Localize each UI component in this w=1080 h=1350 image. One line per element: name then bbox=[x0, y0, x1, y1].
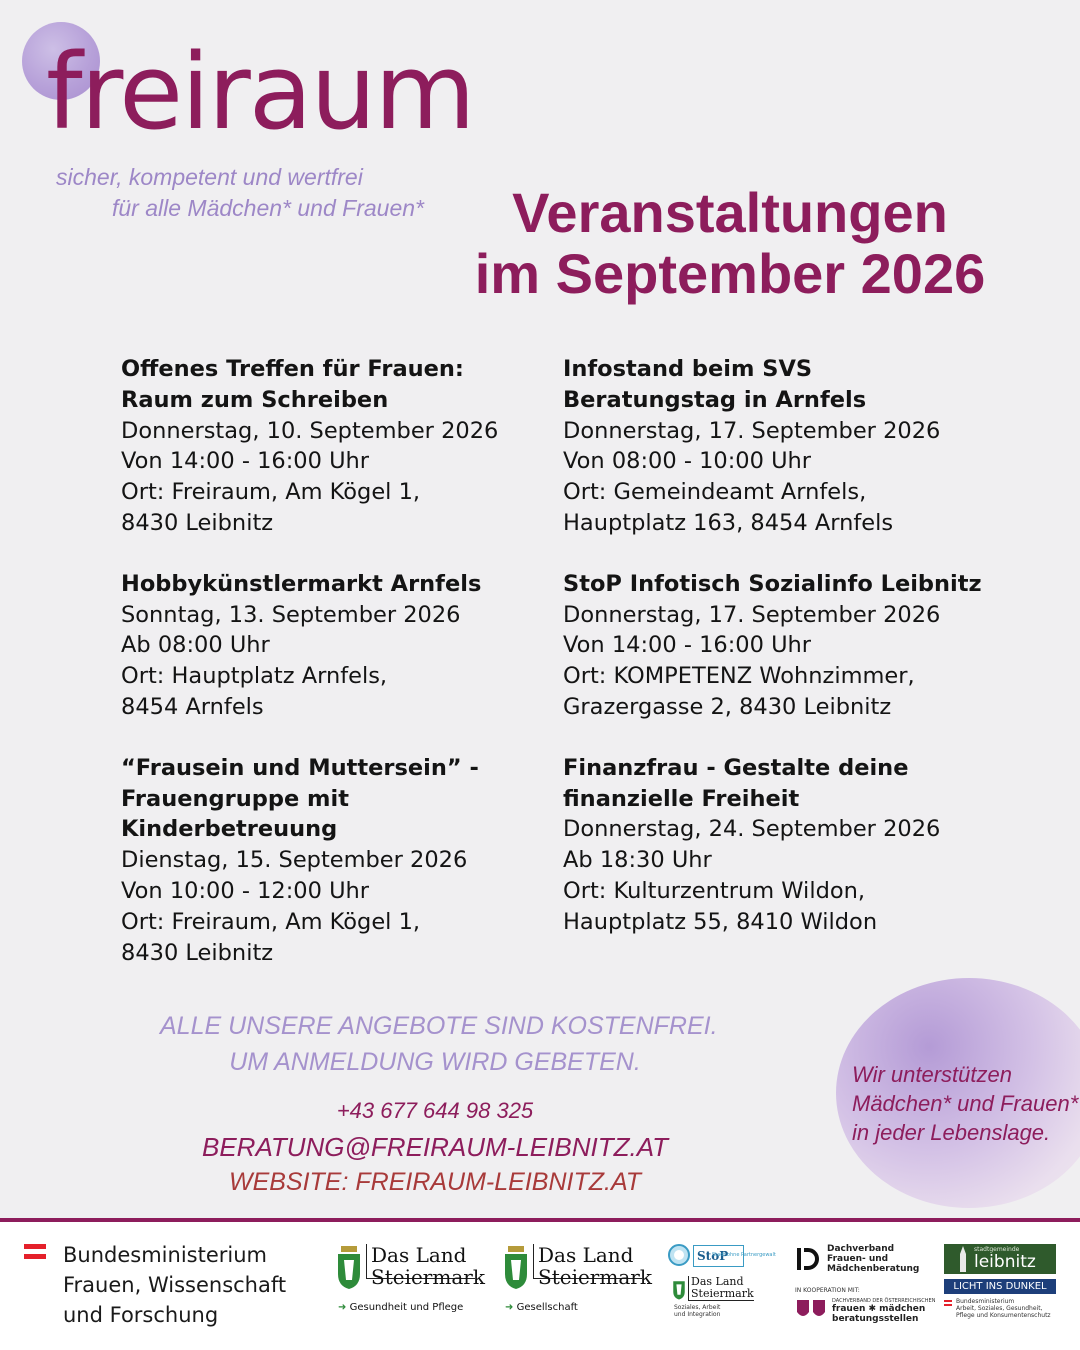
info-registration: UM ANMELDUNG WIRD GEBETEN. bbox=[229, 1048, 641, 1076]
event-title: Infostand beim SVS bbox=[563, 356, 813, 382]
austria-flag-icon bbox=[944, 1300, 952, 1302]
coop-partner-icon bbox=[795, 1298, 829, 1324]
event-title: Beratungstag in Arnfels bbox=[563, 386, 867, 413]
headline-line2: im September 2026 bbox=[474, 242, 986, 305]
events-left-column bbox=[121, 354, 541, 998]
coop-name-line: frauen ✱ mädchen bbox=[832, 1304, 926, 1314]
coop-name-line: beratungsstellen bbox=[832, 1314, 919, 1324]
event-time: Von 10:00 - 12:00 Uhr bbox=[121, 877, 370, 904]
event-location: Hauptplatz 55, 8410 Wildon bbox=[563, 908, 878, 935]
event-schreiben bbox=[121, 354, 541, 539]
event-title: “Frausein und Muttersein” - bbox=[121, 754, 479, 781]
dachverband-d-icon bbox=[795, 1246, 821, 1272]
event-date: Dienstag, 15. September 2026 bbox=[121, 847, 468, 874]
land-steiermark-logo-health bbox=[336, 1244, 362, 1294]
bubble-line: Wir unterstützen bbox=[852, 1062, 1012, 1087]
event-location: Grazergasse 2, 8430 Leibnitz bbox=[563, 693, 892, 720]
dachverband-logo bbox=[795, 1246, 821, 1276]
event-location: 8430 Leibnitz bbox=[121, 509, 274, 536]
event-time: Von 14:00 - 16:00 Uhr bbox=[563, 632, 812, 659]
event-location: 8430 Leibnitz bbox=[121, 939, 274, 966]
event-time: Ab 18:30 Uhr bbox=[563, 847, 712, 874]
steiermark-crest-icon bbox=[503, 1244, 529, 1290]
event-date: Donnerstag, 17. September 2026 bbox=[563, 601, 941, 628]
contact-phone-link[interactable]: +43 677 644 98 325 bbox=[336, 1098, 534, 1123]
land-name2: Steiermark bbox=[371, 1265, 485, 1289]
event-location: Hauptplatz 163, 8454 Arnfels bbox=[563, 509, 894, 536]
steiermark-crest-icon bbox=[672, 1276, 686, 1300]
info-free-offers: ALLE UNSERE ANGEBOTE SIND KOSTENFREI. bbox=[160, 1012, 718, 1040]
event-title: Kinderbetreuung bbox=[121, 816, 338, 843]
dachverband-text bbox=[827, 1244, 919, 1274]
dachverband-line: Frauen- und bbox=[827, 1254, 889, 1264]
land-name1: Das Land bbox=[538, 1243, 634, 1267]
leibnitz-name: leibnitz bbox=[974, 1252, 1036, 1272]
ministry-line: und Forschung bbox=[63, 1303, 219, 1327]
leibnitz-ministry-line: Pflege und Konsumentenschutz bbox=[956, 1312, 1051, 1319]
land-sub-label: Gesundheit und Pflege bbox=[349, 1302, 464, 1313]
steiermark-crest-icon bbox=[336, 1244, 362, 1290]
stop-land-name2: Steiermark bbox=[691, 1287, 754, 1300]
bubble-line: in jeder Lebenslage. bbox=[852, 1120, 1051, 1145]
event-location: Ort: Kulturzentrum Wildon, bbox=[563, 877, 866, 904]
event-time: Von 14:00 - 16:00 Uhr bbox=[121, 448, 370, 475]
event-title: Hobbykünstlermarkt Arnfels bbox=[121, 570, 482, 597]
stop-land-wordmark bbox=[688, 1276, 754, 1301]
event-location: Ort: Hauptplatz Arnfels, bbox=[121, 663, 388, 690]
stop-badge-sub: Stadt ohne Partnergewalt bbox=[712, 1252, 776, 1258]
stop-badge-label: StoP bbox=[697, 1249, 729, 1263]
stop-land-name1: Das Land bbox=[691, 1275, 744, 1288]
event-location: Ort: Gemeindeamt Arnfels, bbox=[563, 479, 867, 506]
stop-sub-line: und Integration bbox=[674, 1311, 721, 1318]
leibnitz-ministry bbox=[956, 1298, 1051, 1319]
event-location: Ort: Freiraum, Am Kögel 1, bbox=[121, 479, 421, 506]
event-location: Ort: KOMPETENZ Wohnzimmer, bbox=[563, 663, 915, 690]
stop-logo bbox=[668, 1244, 690, 1270]
event-date: Donnerstag, 10. September 2026 bbox=[121, 417, 499, 444]
event-title: Offenes Treffen für Frauen: bbox=[121, 356, 464, 382]
event-date: Donnerstag, 17. September 2026 bbox=[563, 417, 941, 444]
event-date: Donnerstag, 24. September 2026 bbox=[563, 816, 941, 843]
headline-line1: Veranstaltungen bbox=[512, 181, 948, 244]
event-title: Frauengruppe mit bbox=[121, 785, 349, 812]
arrow-right-icon: ➜ bbox=[338, 1302, 347, 1313]
website-link[interactable]: WEBSITE: FREIRAUM-LEIBNITZ.AT bbox=[228, 1168, 642, 1196]
bubble-message bbox=[852, 1060, 1078, 1147]
event-stop-infotisch bbox=[563, 569, 1023, 723]
land-name1: Das Land bbox=[371, 1243, 467, 1267]
stop-globe-icon bbox=[668, 1244, 690, 1266]
leibnitz-logo bbox=[944, 1244, 1056, 1274]
stop-sub bbox=[674, 1304, 720, 1318]
event-frauengruppe bbox=[121, 753, 541, 969]
arrow-right-icon: ➜ bbox=[505, 1302, 514, 1313]
stop-sub-line: Soziales, Arbeit bbox=[674, 1304, 721, 1311]
land-sub-health bbox=[338, 1302, 463, 1313]
event-location: 8454 Arnfels bbox=[121, 693, 264, 720]
event-title: Finanzfrau - Gestalte deine bbox=[563, 754, 909, 781]
leibnitz-small: stadtgemeinde bbox=[974, 1246, 1020, 1253]
event-time: Von 08:00 - 10:00 Uhr bbox=[563, 448, 812, 475]
leibnitz-ministry-line: Bundesministerium bbox=[956, 1298, 1015, 1305]
freiraum-logo: freiraum bbox=[46, 31, 474, 153]
austria-flag-stripe bbox=[24, 1254, 46, 1259]
event-title: finanzielle Freiheit bbox=[563, 785, 800, 812]
event-date: Sonntag, 13. September 2026 bbox=[121, 601, 461, 628]
event-title: StoP Infotisch Sozialinfo Leibnitz bbox=[563, 570, 982, 597]
land-steiermark-wordmark bbox=[533, 1243, 652, 1289]
event-infostand-svs bbox=[563, 354, 1023, 539]
ministry-line: Bundesministerium bbox=[63, 1243, 267, 1267]
event-location: Ort: Freiraum, Am Kögel 1, bbox=[121, 908, 421, 935]
event-finanzfrau bbox=[563, 753, 1023, 938]
licht-ins-dunkel-banner: LICHT INS DUNKEL bbox=[944, 1279, 1056, 1294]
coop-small: DACHVERBAND DER ÖSTERREICHISCHEN bbox=[832, 1298, 936, 1304]
bubble-line: Mädchen* und Frauen* bbox=[852, 1091, 1079, 1116]
land-steiermark-logo-society bbox=[503, 1244, 529, 1294]
contact-email-link[interactable]: BERATUNG@FREIRAUM-LEIBNITZ.AT bbox=[201, 1132, 668, 1162]
frauen-maedchen-icon bbox=[795, 1298, 829, 1320]
events-right-column bbox=[563, 354, 1023, 968]
event-time: Ab 08:00 Uhr bbox=[121, 632, 270, 659]
dachverband-line: Dachverband bbox=[827, 1244, 895, 1254]
dachverband-coop-label: IN KOOPERATION MIT: bbox=[795, 1287, 860, 1294]
event-title: Raum zum Schreiben bbox=[121, 386, 389, 413]
ministry-logo-text bbox=[63, 1240, 286, 1330]
coop-name bbox=[832, 1304, 925, 1324]
austria-flag-stripe bbox=[944, 1304, 952, 1306]
dachverband-line: Mädchenberatung bbox=[827, 1264, 920, 1274]
leibnitz-ministry-line: Arbeit, Soziales, Gesundheit, bbox=[956, 1305, 1043, 1312]
land-sub-society bbox=[505, 1302, 578, 1313]
event-hobbykuenstlermarkt bbox=[121, 569, 541, 723]
land-steiermark-wordmark bbox=[366, 1243, 485, 1289]
logo-tagline-line2: für alle Mädchen* und Frauen* bbox=[112, 195, 424, 221]
land-sub-label: Gesellschaft bbox=[516, 1302, 578, 1313]
logo-tagline-line1: sicher, kompetent und wertfrei bbox=[56, 164, 363, 190]
stop-land-crest bbox=[672, 1276, 686, 1304]
church-tower-icon bbox=[956, 1246, 970, 1272]
land-name2: Steiermark bbox=[538, 1265, 652, 1289]
ministry-line: Frauen, Wissenschaft bbox=[63, 1273, 287, 1297]
